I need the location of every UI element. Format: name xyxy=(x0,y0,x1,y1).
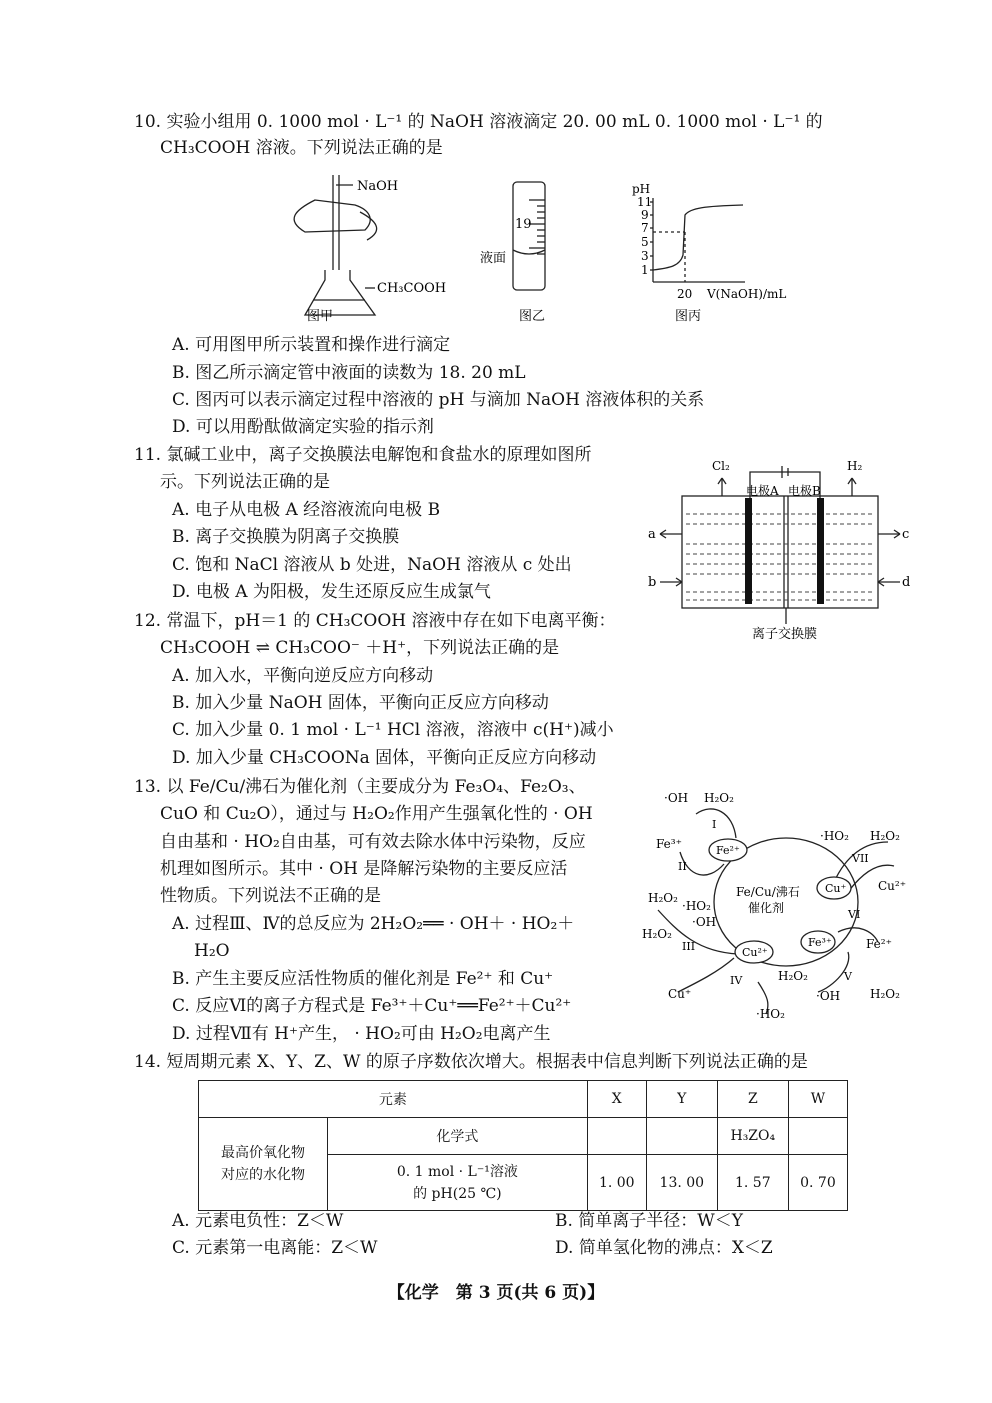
formula-z: H₃ZO₄ xyxy=(717,1118,788,1155)
port-d-label: d xyxy=(902,575,911,590)
titration-apparatus-drawing xyxy=(294,175,377,315)
ho2-bottom-label: ·HO₂ xyxy=(756,1007,785,1021)
oh-left-label: ·OH xyxy=(692,915,717,929)
ch3cooh-label: CH₃COOH xyxy=(377,281,447,296)
ph-w: 0. 70 xyxy=(788,1155,847,1211)
q14-stem: 14. 短周期元素 X、Y、Z、W 的原子序数依次增大。根据表中信息判断下列说法正确的是 xyxy=(134,1052,808,1072)
q13-stem-line1: 13. 以 Fe/Cu/沸石为催化剂（主要成分为 Fe₃O₄、Fe₂O₃、 xyxy=(134,777,586,797)
ph-tick-7: 7 xyxy=(641,221,649,235)
table-header-y: Y xyxy=(646,1081,717,1118)
port-b-label: b xyxy=(648,575,657,590)
electrode-a xyxy=(745,498,752,604)
formula-x xyxy=(587,1118,646,1155)
step-i-label: I xyxy=(712,818,717,831)
catalyst-label-2: 催化剂 xyxy=(748,901,785,915)
ph-tick-9: 9 xyxy=(641,208,649,222)
liquid-level-label: 液面 xyxy=(480,251,507,266)
step-v-label: V xyxy=(844,970,852,983)
q10-option-c: C. 图丙可以表示滴定过程中溶液的 pH 与滴加 NaOH 溶液体积的关系 xyxy=(172,390,705,410)
q12-option-d: D. 加入少量 CH₃COONa 固体，平衡向正反应方向移动 xyxy=(172,748,597,768)
table-row xyxy=(199,1118,848,1155)
q10-stem-line1: 10. 实验小组用 0. 1000 mol · L⁻¹ 的 NaOH 溶液滴定 20. 00 mL 0. 1000 mol · L⁻¹ 的 xyxy=(134,112,823,132)
q11-stem-line2: 示。下列说法正确的是 xyxy=(160,472,330,492)
q10-stem-line2: CH₃COOH 溶液。下列说法正确的是 xyxy=(160,138,443,158)
q12-option-a: A. 加入水，平衡向逆反应方向移动 xyxy=(172,666,434,686)
q13-stem-line2: CuO 和 Cu₂O），通过与 H₂O₂作用产生强氧化性的 · OH xyxy=(160,804,593,824)
cu-plus-bottom-label: Cu⁺ xyxy=(668,987,692,1001)
q11-electrolysis-figure xyxy=(642,448,914,646)
ph-x: 1. 00 xyxy=(587,1155,646,1211)
oh-bottom-label: ·OH xyxy=(816,989,841,1003)
q13-option-a-line2: H₂O xyxy=(194,941,230,961)
membrane-label: 离子交换膜 xyxy=(752,627,818,642)
q11-option-a: A. 电子从电极 A 经溶液流向电极 B xyxy=(172,500,441,520)
q10-option-b: B. 图乙所示滴定管中液面的读数为 18. 20 mL xyxy=(172,363,526,383)
step-vii-label: VII xyxy=(852,852,869,865)
h2o2-top-label: H₂O₂ xyxy=(704,791,734,805)
x-tick-20: 20 xyxy=(677,287,693,301)
q10-figure xyxy=(275,170,800,330)
fig-yi-caption: 图乙 xyxy=(519,309,546,324)
table-row xyxy=(199,1081,848,1118)
ph-label-line1: 0. 1 mol · L⁻¹溶液 xyxy=(396,1163,518,1180)
ho2-top-right-label: ·HO₂ xyxy=(820,829,849,843)
ph-tick-1: 1 xyxy=(641,263,649,277)
cu2-node: Cu²⁺ xyxy=(742,946,768,959)
q12-stem-line1: 12. 常温下，pH＝1 的 CH₃COOH 溶液中存在如下电离平衡： xyxy=(134,611,616,631)
electrode-b xyxy=(817,498,824,604)
q14-option-c: C. 元素第一电离能：Z＜W xyxy=(172,1238,378,1258)
q11-option-d: D. 电极 A 为阳极，发生还原反应生成氯气 xyxy=(172,582,491,602)
step-ii-label: II xyxy=(678,860,687,873)
h2o2-bottom-label: H₂O₂ xyxy=(778,969,808,983)
electrode-b-label: 电极B xyxy=(788,484,821,498)
formula-label: 化学式 xyxy=(328,1118,588,1155)
h2o2-left-label: H₂O₂ xyxy=(648,891,678,905)
q12-option-c: C. 加入少量 0. 1 mol · L⁻¹ HCl 溶液，溶液中 c(H⁺)减小 xyxy=(172,720,614,740)
q14-element-table xyxy=(198,1080,848,1211)
cu-plus-node: Cu⁺ xyxy=(825,882,847,895)
fe3-left-label: Fe³⁺ xyxy=(656,837,682,851)
table-header-element: 元素 xyxy=(199,1081,588,1118)
page-footer: 【化学 第 3 页(共 6 页)】 xyxy=(387,1283,605,1303)
ph-axis-label: pH xyxy=(632,182,651,196)
q11-option-c: C. 饱和 NaCl 溶液从 b 处进，NaOH 溶液从 c 处出 xyxy=(172,555,572,575)
q13-mechanism-figure xyxy=(638,782,918,1022)
h2o2-top-right-label: H₂O₂ xyxy=(870,829,900,843)
ph-tick-11: 11 xyxy=(637,195,653,209)
burette-mark-19: 19 xyxy=(515,217,532,232)
fig-bing-caption: 图丙 xyxy=(675,309,702,324)
burette-drawing xyxy=(513,182,545,290)
row-label-line2: 对应的水化物 xyxy=(221,1167,305,1183)
h2o2-left2-label: H₂O₂ xyxy=(642,927,672,941)
cl2-label: Cl₂ xyxy=(712,459,730,473)
fe3-node: Fe³⁺ xyxy=(808,936,832,949)
q13-stem-line3: 自由基和 · HO₂自由基，可有效去除水体中污染物，反应 xyxy=(160,832,586,852)
q13-option-c: C. 反应Ⅵ的离子方程式是 Fe³⁺＋Cu⁺══Fe²⁺＋Cu²⁺ xyxy=(172,996,572,1016)
catalyst-label-1: Fe/Cu/沸石 xyxy=(736,885,800,899)
q10-option-a: A. 可用图甲所示装置和操作进行滴定 xyxy=(172,335,451,355)
q14-option-a: A. 元素电负性：Z＜W xyxy=(172,1211,344,1231)
table-header-z: Z xyxy=(717,1081,788,1118)
step-iv-label: IV xyxy=(730,974,743,987)
q12-option-b: B. 加入少量 NaOH 固体，平衡向正反应方向移动 xyxy=(172,693,549,713)
oh-top-label: ·OH xyxy=(664,791,689,805)
naoh-label: NaOH xyxy=(357,179,399,194)
ph-z: 1. 57 xyxy=(717,1155,788,1211)
q14-option-d: D. 简单氢化物的沸点：X＜Z xyxy=(555,1238,773,1258)
h2o2-bottom-right-label: H₂O₂ xyxy=(870,987,900,1001)
row-label-line1: 最高价氧化物 xyxy=(221,1145,305,1161)
q12-stem-line2: CH₃COOH ⇌ CH₃COO⁻ ＋H⁺，下列说法正确的是 xyxy=(160,638,560,658)
q13-stem-line4: 机理如图所示。其中 · OH 是降解污染物的主要反应活 xyxy=(160,859,568,879)
table-header-w: W xyxy=(788,1081,847,1118)
ph-tick-3: 3 xyxy=(641,249,649,263)
table-header-x: X xyxy=(587,1081,646,1118)
fig-jia-caption: 图甲 xyxy=(307,309,334,324)
q14-option-b: B. 简单离子半径：W＜Y xyxy=(555,1211,743,1231)
h2-label: H₂ xyxy=(847,459,863,473)
ho2-left-label: ·HO₂ xyxy=(682,899,711,913)
q13-stem-line5: 性物质。下列说法不正确的是 xyxy=(160,886,381,906)
q11-option-b: B. 离子交换膜为阴离子交换膜 xyxy=(172,527,400,547)
q10-option-d: D. 可以用酚酞做滴定实验的指示剂 xyxy=(172,417,434,437)
formula-w xyxy=(788,1118,847,1155)
ph-tick-5: 5 xyxy=(641,235,649,249)
electrode-a-label: 电极A xyxy=(746,484,779,498)
formula-y xyxy=(646,1118,717,1155)
step-vi-label: VI xyxy=(848,908,861,921)
fe2-right-label: Fe²⁺ xyxy=(866,937,892,951)
row-label-hydroxide xyxy=(199,1118,328,1211)
q13-option-d: D. 过程Ⅶ有 H⁺产生， · HO₂可由 H₂O₂电离产生 xyxy=(172,1024,551,1044)
port-c-label: c xyxy=(902,527,910,542)
port-a-label: a xyxy=(648,527,656,542)
ph-y: 13. 00 xyxy=(646,1155,717,1211)
ph-label-cell xyxy=(328,1155,588,1211)
ph-label-line2: 的 pH(25 ℃) xyxy=(413,1185,502,1202)
ph-curve-chart xyxy=(650,198,745,282)
cu2-right-label: Cu²⁺ xyxy=(878,879,907,893)
q13-option-a-line1: A. 过程Ⅲ、Ⅳ的总反应为 2H₂O₂══ · OH＋ · HO₂＋ xyxy=(172,914,575,934)
step-iii-label: III xyxy=(682,940,696,953)
q13-option-b: B. 产生主要反应活性物质的催化剂是 Fe²⁺ 和 Cu⁺ xyxy=(172,969,554,989)
q11-stem-line1: 11. 氯碱工业中，离子交换膜法电解饱和食盐水的原理如图所 xyxy=(134,445,592,465)
x-axis-label: V(NaOH)/mL xyxy=(707,287,787,301)
fe2-node-top: Fe²⁺ xyxy=(716,844,740,857)
